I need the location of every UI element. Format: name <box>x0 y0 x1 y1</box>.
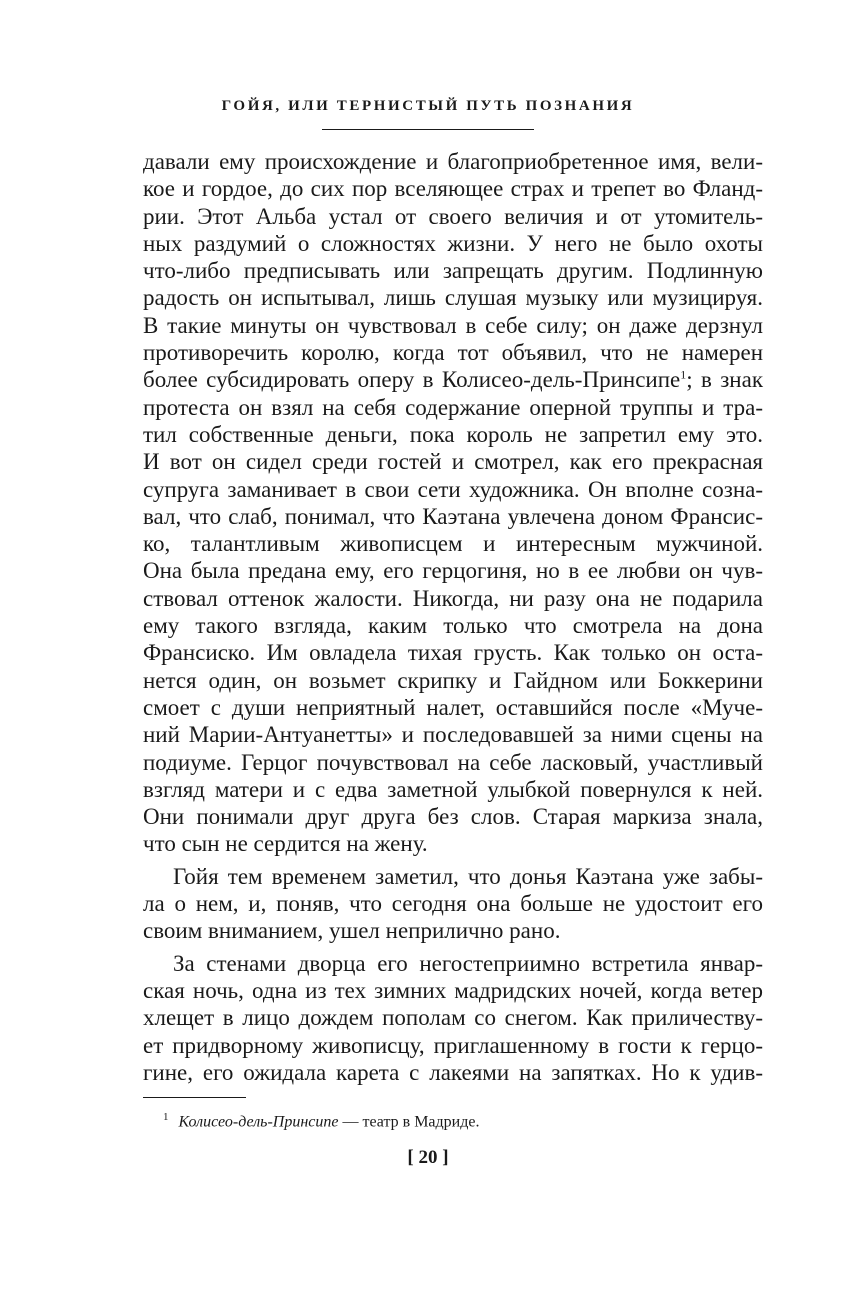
footnote-rule <box>143 1097 246 1098</box>
text-line: взгляд матери и с едва заметной улыбкой повернулся к ней. <box>143 776 763 802</box>
text-line: ет придворному живописцу, приглашенному в гости к герцо- <box>143 1032 763 1058</box>
text-line: Франсиско. Им овладела тихая грусть. Как только он оста- <box>143 640 763 666</box>
text-line: ний Марии-Антуанетты» и последовавшей за ними сцены на <box>143 722 763 748</box>
text-segment: ; в знак <box>686 367 764 393</box>
text-line: ко, талантливым живописцем и интересным мужчиной. <box>143 531 763 557</box>
text-line: хлещет в лицо дождем пополам со снегом. Как приличеству- <box>143 1005 763 1031</box>
footnote-marker: 1 <box>680 367 687 382</box>
text-line: своим вниманием, ушел неприлично рано. <box>143 918 561 944</box>
text-line: вал, что слаб, понимал, что Каэтана увлечена доном Франсис- <box>143 503 763 529</box>
footnote-number: 1 <box>163 1111 169 1123</box>
footnote-text: — театр в Мадриде. <box>338 1113 480 1131</box>
text-line: Они понимали друг друга без слов. Старая маркиза знала, <box>143 804 763 830</box>
text-segment: более субсидировать оперу в Колисео-дель-Принсипе <box>143 367 681 393</box>
text-line: За стенами дворца его негостеприимно встретила январ- <box>173 950 763 976</box>
text-line: Она была предана ему, его герцогиня, но в ее любви он чув- <box>143 558 763 584</box>
text-line: Гойя тем временем заметил, что донья Каэтана уже забы- <box>173 863 763 889</box>
header-rule <box>322 129 534 130</box>
text-line: гине, его ожидала карета с лакеями на запятках. Но к удив- <box>143 1059 763 1085</box>
text-line: кое и гордое, до сих пор вселяющее страх и трепет во Фланд- <box>143 176 763 202</box>
text-line: противоречить королю, когда тот объявил, что не намерен <box>143 340 763 366</box>
text-line: тил собственные деньги, пока король не запретил ему это. <box>143 421 763 447</box>
text-line: что-либо предписывать или запрещать другим. Подлинную <box>143 258 763 284</box>
text-line: подиуме. Герцог почувствовал на себе ласковый, участливый <box>143 749 763 775</box>
text-line: смоет с души неприятный налет, оставшийся после «Мучe- <box>143 694 763 720</box>
running-header: ГОЙЯ, ИЛИ ТЕРНИСТЫЙ ПУТЬ ПОЗНАНИЯ <box>221 98 635 114</box>
text-line: ла о нем, и, поняв, что сегодня она больше не удостоит его <box>143 891 763 917</box>
text-line: супруга заманивает в свои сети художника. Он вполне созна- <box>143 476 763 502</box>
text-line: И вот он сидел среди гостей и смотрел, как его прекрасная <box>143 449 763 475</box>
footnote <box>163 1106 479 1133</box>
text-line: протеста он взял на себя содержание оперной труппы и тра- <box>143 394 763 420</box>
text-line: ных раздумий о сложностях жизни. У него не было охоты <box>143 230 763 256</box>
text-line: рии. Этот Альба устал от своего величия и от утомитель- <box>143 203 763 229</box>
text-line-with-footnote <box>143 366 763 393</box>
body-text <box>143 148 763 1086</box>
text-line: ствовал оттенок жалости. Никогда, ни разу она не подарила <box>143 585 763 611</box>
text-line: давали ему происхождение и благоприобретенное имя, вели- <box>143 149 763 174</box>
text-line: ему такого взгляда, каким только что смотрела на дона <box>143 613 763 639</box>
text-line: ская ночь, одна из тех зимних мадридских ночей, когда ветер <box>143 977 763 1003</box>
text-line: радость он испытывал, лишь слушая музыку или музицируя. <box>143 285 763 311</box>
paragraph-1 <box>143 148 763 858</box>
paragraph-3 <box>143 950 763 1086</box>
text-line: нется один, он возьмет скрипку и Гайдном или Боккерини <box>143 667 763 693</box>
paragraph-2 <box>143 863 763 945</box>
text-line: В такие минуты он чувствовал в себе силу; он даже дерзнул <box>143 312 763 338</box>
text-line: что сын не сердится на жену. <box>143 831 428 857</box>
page-number: [ 20 ] <box>407 1147 449 1168</box>
footnote-term: Колисео-дель-Принсипе <box>178 1113 339 1131</box>
